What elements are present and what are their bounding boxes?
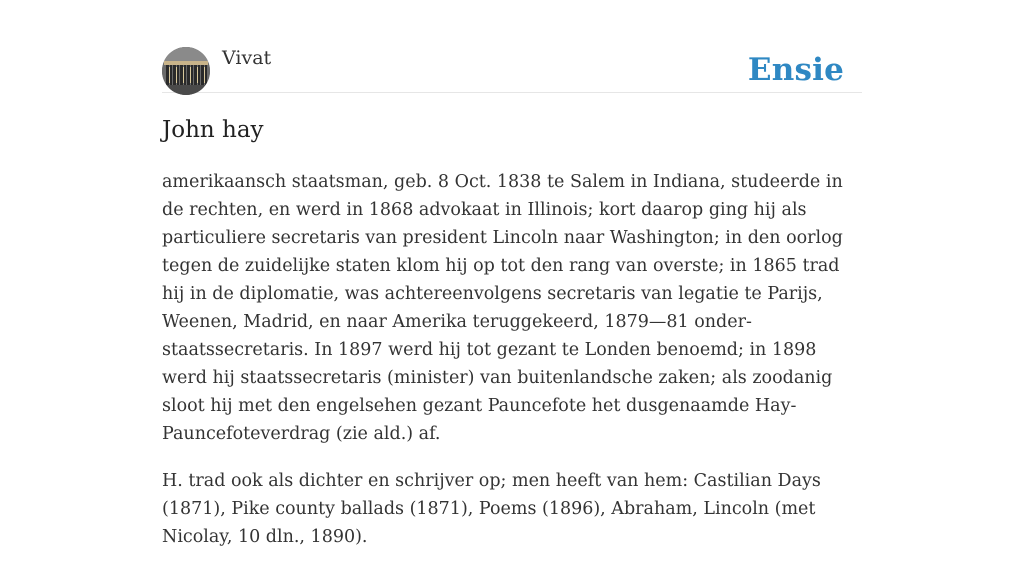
brand-logo[interactable]: Ensie [747, 52, 844, 88]
article-paragraph: amerikaansch staatsman, geb. 8 Oct. 1838 te Salem in Indiana, studeerde in de rechten, en werd in 1868 advokaat in Illinois; kort daarop ging hij als particuliere secretaris van president Lincoln naar Washington; in den oorlog tegen de zuidelijke staten klom hij op tot den rang van overste; in 1865 trad hij in de diplomatie, was achtereenvolgens secretaris van legatie te Parijs, Weenen, Madrid, en naar Amerika teruggekeerd, 1879—81 onder-staatssecretaris. In 1897 werd hij tot gezant te Londen benoemd; in 1898 werd hij staatssecretaris (minister) van buitenlandsche zaken; als zoodanig sloot hij met den engelsehen gezant Pauncefote het dusgenaamde Hay-Pauncefoteverdrag (zie ald.) af. [162, 172, 843, 444]
article-paragraph: H. trad ook als dichter en schrijver op; men heeft van hem: Castilian Days (1871), Pike county ballads (1871), Poems (1896), Abraham, Lincoln (met Nicolay, 10 dln., 1890). [162, 471, 821, 547]
article-body [162, 168, 862, 570]
bookshelf-avatar-icon [162, 47, 210, 95]
author-avatar[interactable] [162, 47, 210, 95]
page-title: John hay [162, 117, 264, 143]
header [162, 46, 862, 93]
author-name[interactable]: Vivat [222, 47, 272, 69]
